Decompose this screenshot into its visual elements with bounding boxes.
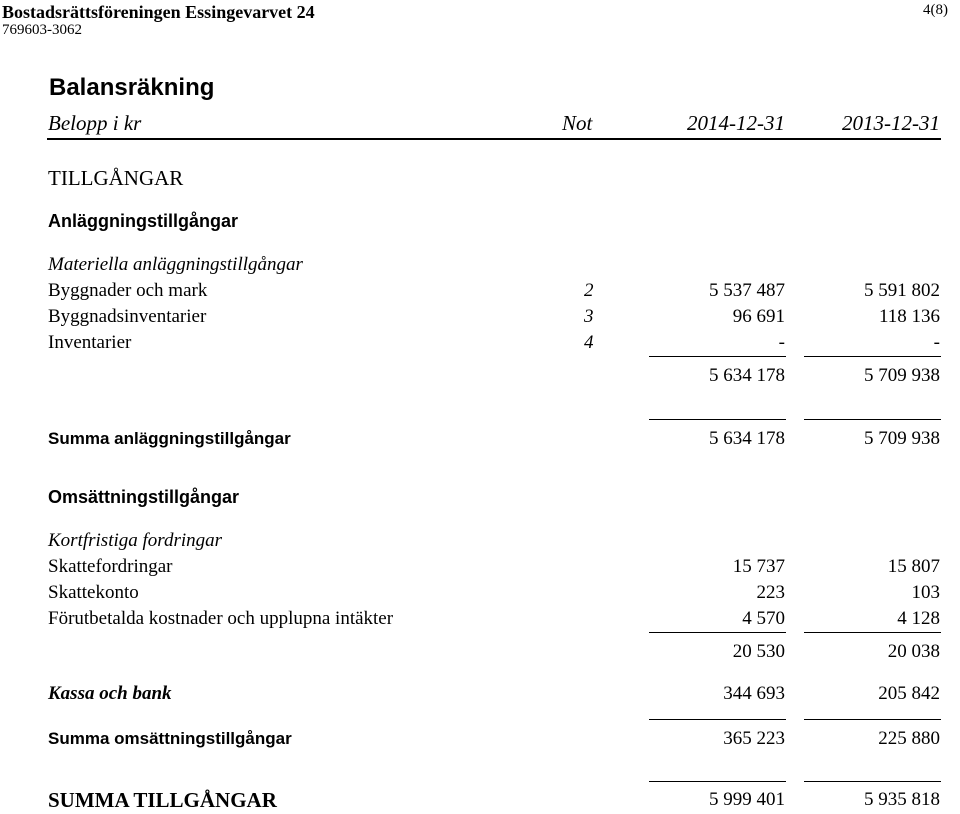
sum-rule — [649, 419, 786, 420]
total-row — [0, 729, 960, 753]
section-fixed-assets: Anläggningstillgångar — [48, 211, 239, 231]
row-current: 5 537 487 — [709, 280, 785, 301]
row-note: 2 — [584, 280, 594, 301]
table-row — [0, 583, 960, 607]
row-previous: 5 935 818 — [864, 789, 940, 810]
column-header-current: 2014-12-31 — [687, 111, 785, 135]
row-current: 5 634 178 — [709, 365, 785, 386]
row-current: 5 634 178 — [709, 428, 785, 449]
sum-rule — [649, 719, 786, 720]
row-previous: 5 709 938 — [864, 365, 940, 386]
row-current: 20 530 — [732, 641, 785, 662]
row-label: Byggnadsinventarier — [48, 306, 207, 327]
row-label: Förutbetalda kostnader och upplupna intäkter — [48, 608, 394, 629]
row-label: Summa omsättningstillgångar — [48, 729, 292, 748]
page-number: 4(8) — [923, 2, 948, 18]
row-label: Byggnader och mark — [48, 280, 208, 301]
subtotal-row — [0, 366, 960, 390]
row-previous: 20 038 — [887, 641, 940, 662]
row-current: 365 223 — [723, 728, 785, 749]
row-previous: 4 128 — [897, 608, 940, 629]
sum-rule — [804, 632, 941, 633]
total-row — [0, 429, 960, 453]
sum-rule — [804, 419, 941, 420]
row-current: 344 693 — [723, 683, 785, 704]
row-previous: - — [933, 332, 940, 353]
row-previous: 15 807 — [887, 556, 940, 577]
section-receivables: Kortfristiga fordringar — [48, 530, 223, 551]
header-rule — [47, 138, 941, 140]
subtotal-row — [0, 642, 960, 666]
page-title: Balansräkning — [49, 74, 215, 101]
organization-name: Bostadsrättsföreningen Essingevarvet 24 — [2, 2, 315, 22]
row-previous: 5 591 802 — [864, 280, 940, 301]
row-note: 4 — [584, 332, 594, 353]
org-number: 769603-3062 — [2, 22, 82, 38]
column-header-note: Not — [562, 111, 593, 135]
row-label: SUMMA TILLGÅNGAR — [48, 788, 277, 812]
row-label: Inventarier — [48, 332, 132, 353]
row-label: Skattefordringar — [48, 556, 173, 577]
sum-rule — [649, 356, 786, 357]
grand-total-row — [0, 790, 960, 814]
row-previous: 5 709 938 — [864, 428, 940, 449]
table-row — [0, 557, 960, 581]
row-label: Kassa och bank — [48, 683, 172, 704]
column-header-previous: 2013-12-31 — [842, 111, 940, 135]
sum-rule — [649, 781, 786, 782]
row-previous: 205 842 — [878, 683, 940, 704]
table-row — [0, 333, 960, 357]
sum-rule — [804, 356, 941, 357]
row-current: 5 999 401 — [709, 789, 785, 810]
table-row — [0, 684, 960, 708]
column-header-label: Belopp i kr — [48, 111, 142, 135]
section-tangible: Materiella anläggningstillgångar — [48, 254, 303, 275]
sum-rule — [649, 632, 786, 633]
sum-rule — [804, 781, 941, 782]
row-label: Summa anläggningstillgångar — [48, 429, 291, 448]
row-current: 96 691 — [732, 306, 785, 327]
row-current: 15 737 — [732, 556, 785, 577]
row-current: 223 — [756, 582, 785, 603]
table-row — [0, 281, 960, 305]
row-previous: 103 — [911, 582, 940, 603]
section-current-assets: Omsättningstillgångar — [48, 487, 240, 507]
row-previous: 225 880 — [878, 728, 940, 749]
sum-rule — [804, 719, 941, 720]
table-row — [0, 609, 960, 633]
section-assets: TILLGÅNGAR — [48, 166, 184, 190]
row-current: 4 570 — [742, 608, 785, 629]
row-current: - — [778, 332, 785, 353]
row-previous: 118 136 — [878, 306, 940, 327]
row-label: Skattekonto — [48, 582, 139, 603]
row-note: 3 — [584, 306, 594, 327]
table-row — [0, 307, 960, 331]
